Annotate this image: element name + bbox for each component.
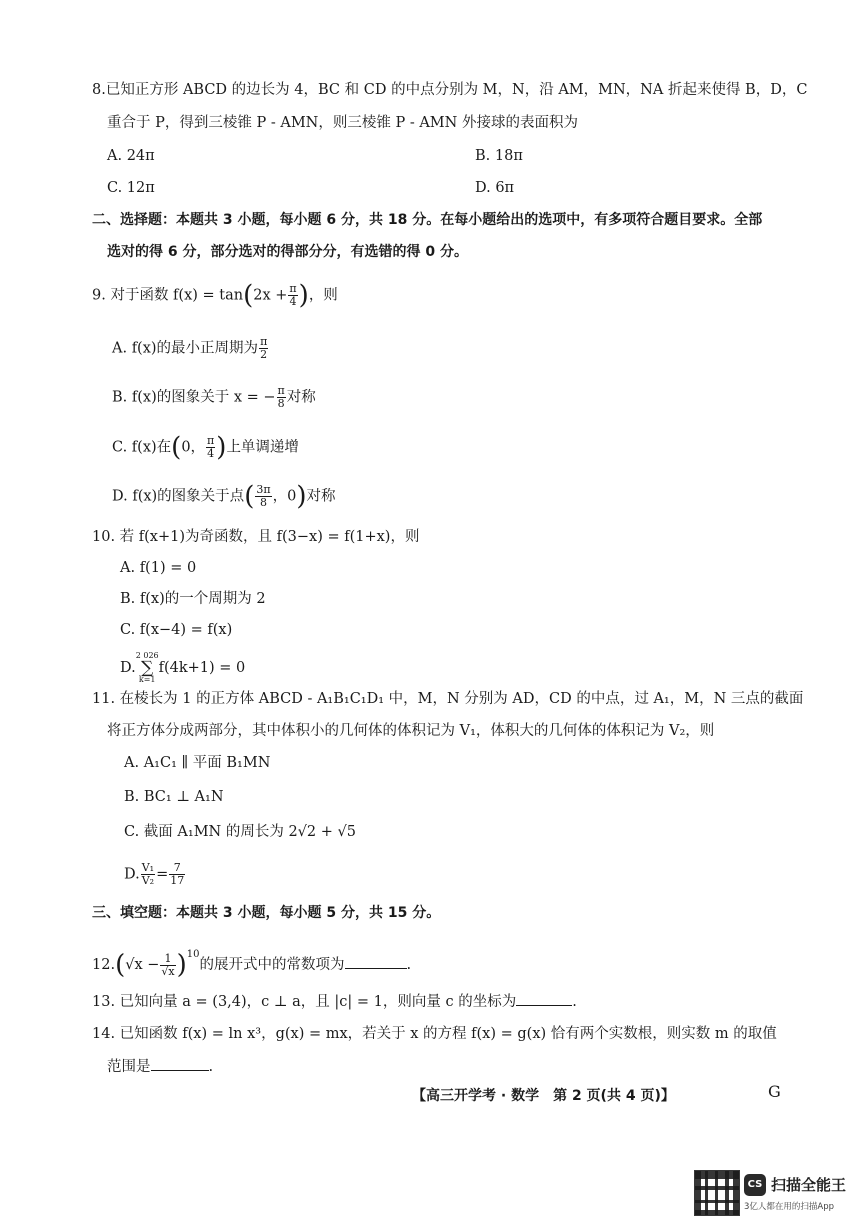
section2-heading-line2: 选对的得 6 分，部分选对的得部分分，有选错的得 0 分。 xyxy=(107,244,468,260)
q8-option-a: A. 24π xyxy=(107,148,155,164)
page-footer: 【高三开学考 · 数学 第 2 页(共 4 页)】 xyxy=(412,1088,675,1104)
q10-stem: 10. 若 f(x+1)为奇函数，且 f(3−x) = f(1+x)，则 xyxy=(92,529,420,545)
q11-option-b: B. BC₁ ⊥ A₁N xyxy=(124,789,224,805)
q8-option-d: D. 6π xyxy=(475,180,515,196)
q10-option-d: D.2 026 ∑ k=1f(4k+1) = 0 xyxy=(120,651,246,684)
q11-option-a: A. A₁C₁ ∥ 平面 B₁MN xyxy=(124,755,271,771)
q9-option-a: A. f(x)的最小正周期为 $\frac{\pi}{2}$ xyxy=(112,335,268,361)
scanner-tagline: 3亿人都在用的扫描App xyxy=(744,1202,835,1212)
q14-answer-blank[interactable] xyxy=(151,1070,209,1071)
q9-stem-pre: 9. 对于函数 f(x) = tan xyxy=(92,287,244,304)
paper-version-mark: G xyxy=(768,1082,781,1101)
q11-option-d: D. $\frac{\text{V₁}}{\text{V₂}}$ = $\frac{7}{17}$ xyxy=(124,861,185,887)
q8-line2: 重合于 P，得到三棱锥 P - AMN，则三棱锥 P - AMN 外接球的表面积为 xyxy=(107,115,578,131)
q13-stem: 13. 已知向量 a = (3,4)，c ⊥ a，且 |c| = 1，则向量 c 的坐标为 . xyxy=(92,994,577,1010)
q8-option-c: C. 12π xyxy=(107,180,155,196)
qr-code-icon xyxy=(694,1170,740,1216)
q10-option-a: A. f(1) = 0 xyxy=(120,560,197,576)
q12-answer-blank[interactable] xyxy=(345,968,407,969)
q10-option-c: C. f(x−4) = f(x) xyxy=(120,622,233,638)
scanner-app-name: 扫描全能王 xyxy=(771,1176,847,1194)
q9-arg: 2x + xyxy=(253,287,288,304)
camscanner-logo-icon: CS xyxy=(744,1174,766,1196)
q9-option-c: C. f(x)在(0， $\frac{\pi}{4}$ )上单调递增 xyxy=(112,432,299,463)
q9-stem xyxy=(92,280,338,311)
q9-frac: $\frac{\pi}{4}$ xyxy=(289,282,297,308)
q9-paren-open: ( xyxy=(243,280,254,311)
q9-option-d: D. f(x)的图象关于点( $\frac{3\pi}{8}$ ，0)对称 xyxy=(112,481,336,512)
q14-line1: 14. 已知函数 f(x) = ln x³，g(x) = mx，若关于 x 的方程 f(x) = g(x) 恰有两个实数根，则实数 m 的取值 xyxy=(92,1026,777,1042)
section3-heading: 三、填空题：本题共 3 小题，每小题 5 分，共 15 分。 xyxy=(92,905,441,921)
summation-symbol: 2 026 ∑ k=1 xyxy=(135,651,159,684)
q9-option-b: B. f(x)的图象关于 x = − $\frac{\pi}{8}$ 对称 xyxy=(112,384,316,410)
q10-option-b: B. f(x)的一个周期为 2 xyxy=(120,591,266,607)
q11-line2: 将正方体分成两部分，其中体积小的几何体的体积记为 V₁，体积大的几何体的体积记为 V₂，则 xyxy=(107,723,715,739)
q11-line1: 11. 在棱长为 1 的正方体 ABCD - A₁B₁C₁D₁ 中，M，N 分别为 AD，CD 的中点，过 A₁，M，N 三点的截面 xyxy=(92,691,804,707)
q11-option-c: C. 截面 A₁MN 的周长为 2√2 + √5 xyxy=(124,824,356,840)
section2-heading-line1: 二、选择题：本题共 3 小题，每小题 6 分，共 18 分。在每小题给出的选项中，有多项符合题目要求。全部 xyxy=(92,212,763,228)
q13-answer-blank[interactable] xyxy=(516,1005,572,1006)
q9-stem-post: ，则 xyxy=(308,287,338,304)
q9-paren-close: ) xyxy=(298,280,309,311)
q8-option-b: B. 18π xyxy=(475,148,523,164)
q8-line1: 8.已知正方形 ABCD 的边长为 4，BC 和 CD 的中点分别为 M，N，沿 AM，MN，NA 折起来使得 B，D，C xyxy=(92,82,808,98)
q12-stem: 12.(√x − $\frac{1}{√x}$ )$^{10}$的展开式中的常数项为 . xyxy=(92,949,412,980)
q14-line2: 范围是 . xyxy=(107,1059,214,1075)
